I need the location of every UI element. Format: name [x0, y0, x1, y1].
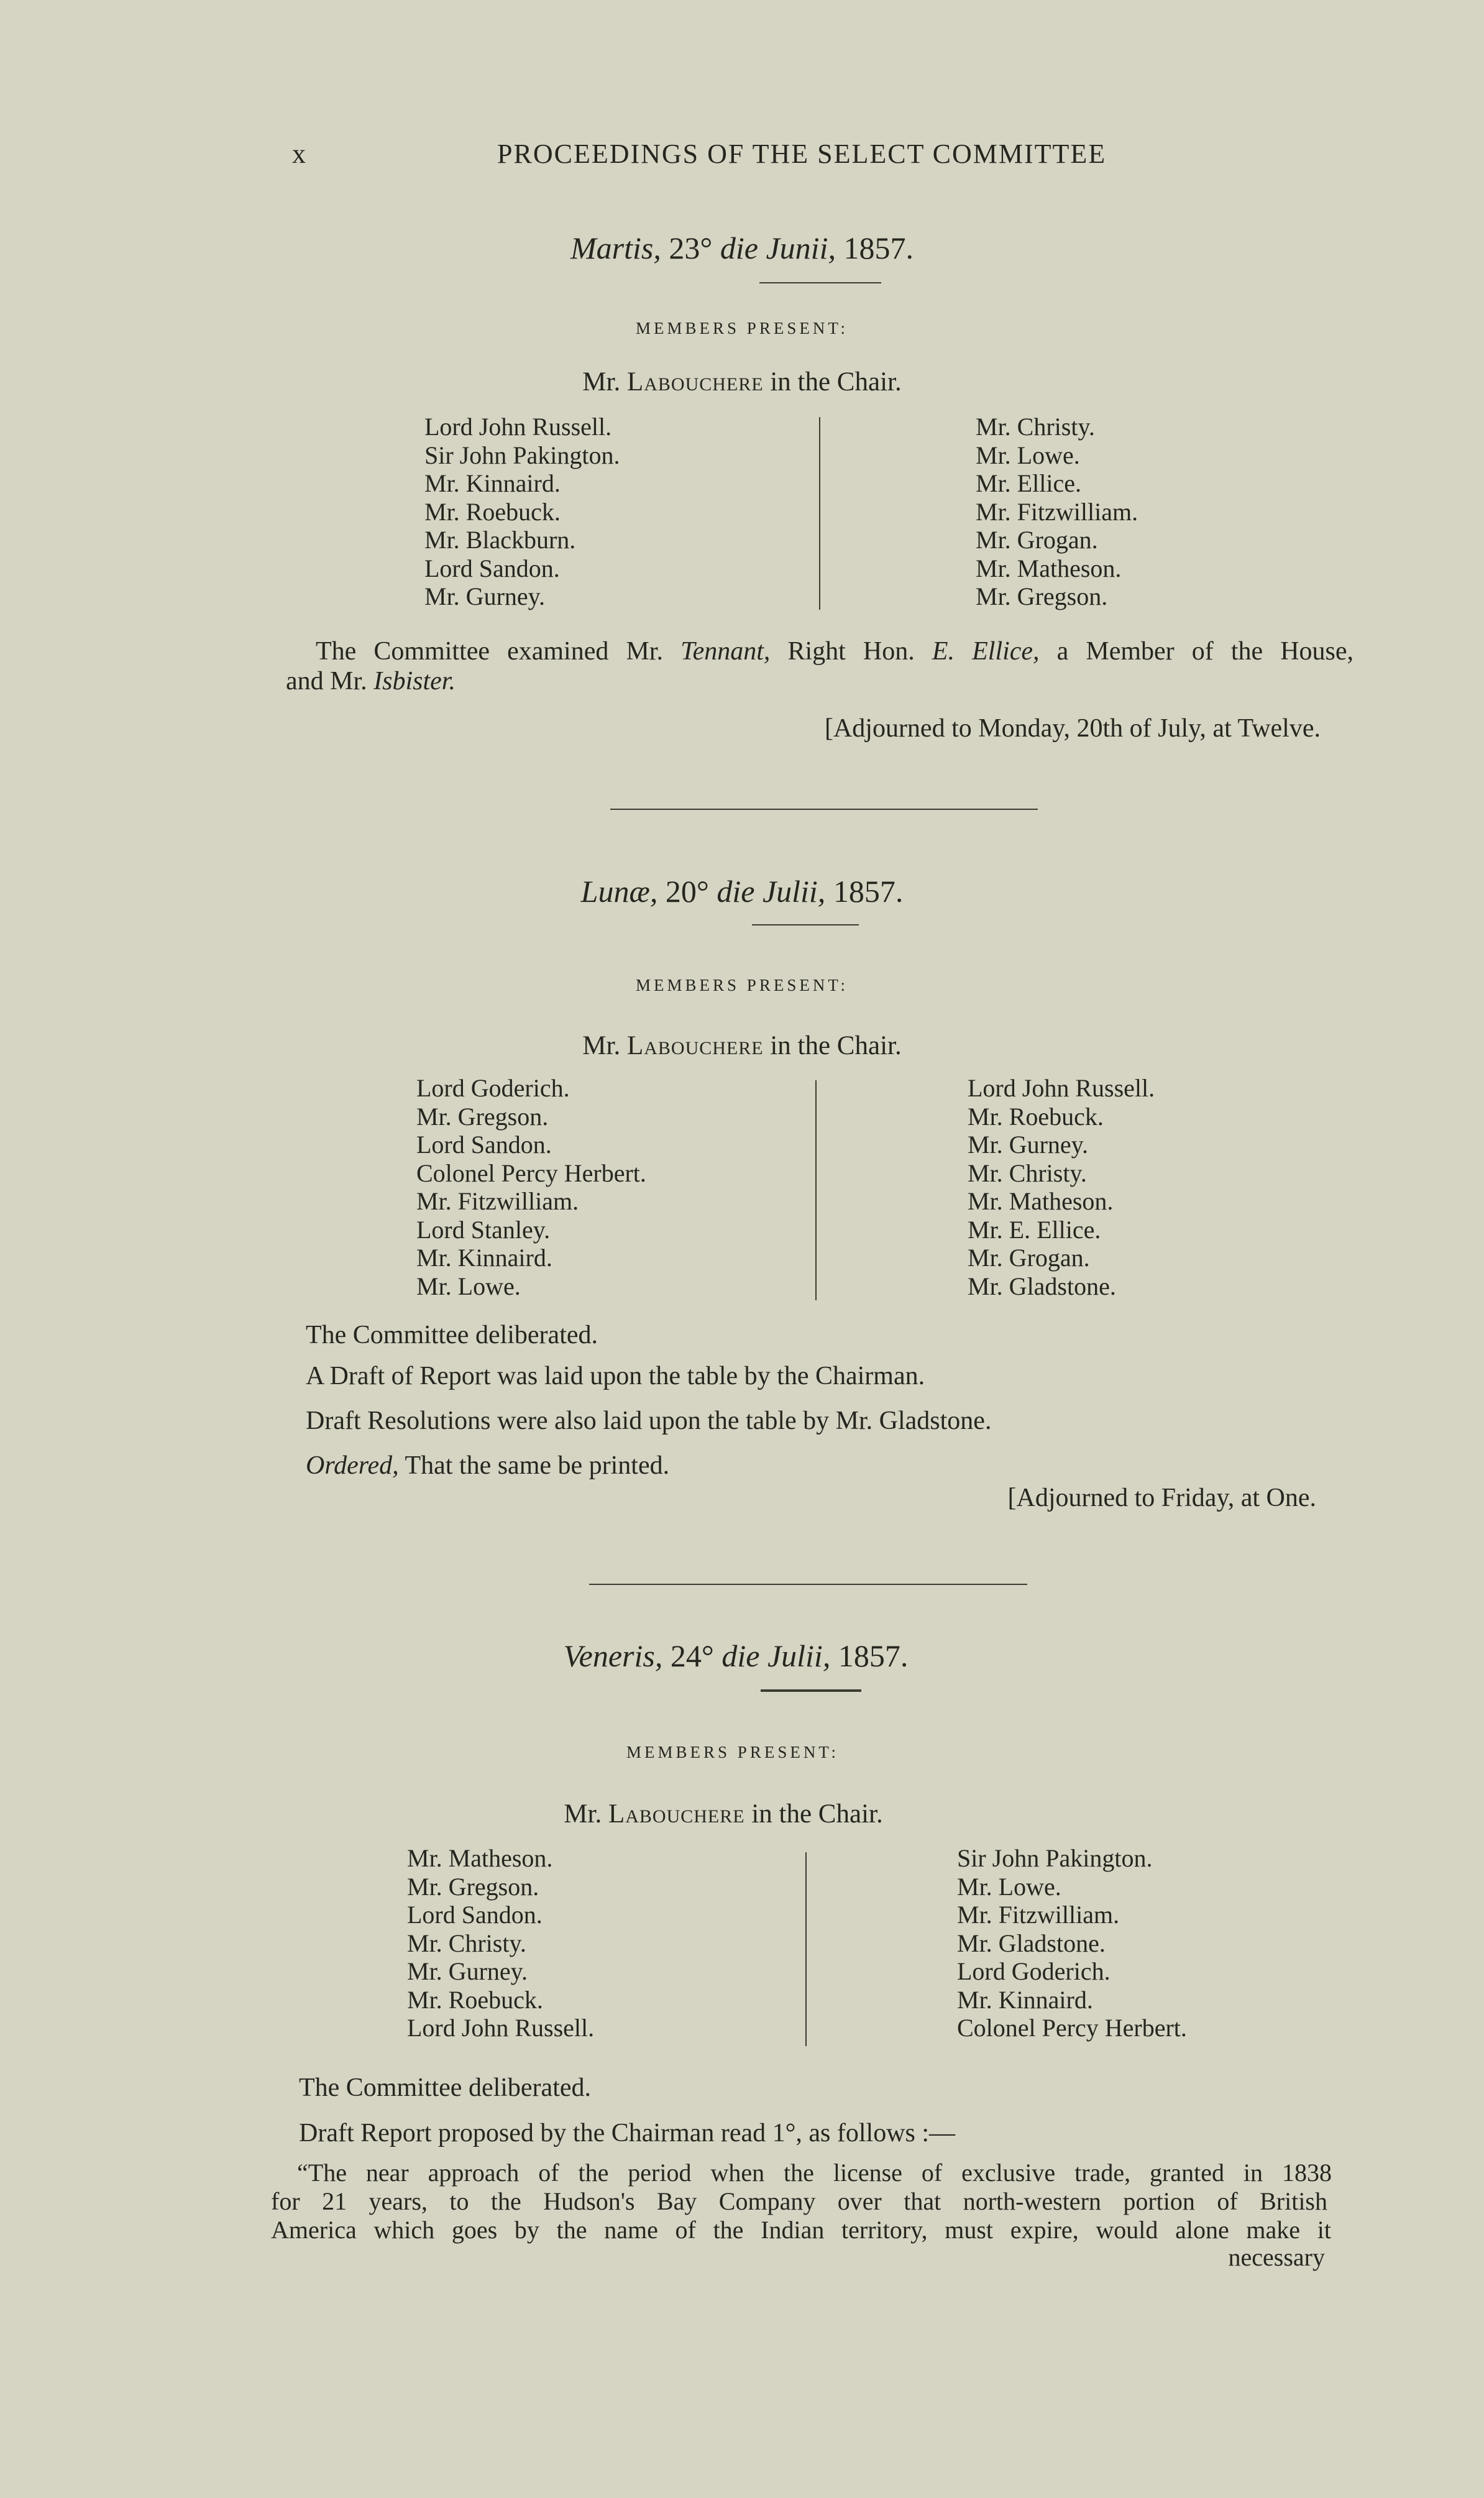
short-rule — [761, 1689, 861, 1692]
member-name: Mr. Lowe. — [416, 1272, 521, 1300]
chair-line — [0, 1799, 1465, 1829]
date-day: Veneris, — [563, 1638, 663, 1673]
date-day: Lunæ, — [580, 874, 658, 909]
member-name: Sir John Pakington. — [957, 1844, 1153, 1872]
members-right-column — [968, 1074, 1155, 1300]
members-right-column — [976, 413, 1138, 611]
catchword: necessary — [1228, 2243, 1325, 2271]
chair-prefix: Mr. — [564, 1799, 602, 1829]
member-name: Lord Sandon. — [407, 1901, 543, 1929]
member-name: Mr. Fitzwilliam. — [957, 1901, 1120, 1929]
date-month: Julii, — [762, 874, 826, 909]
date-year: 1857. — [838, 1638, 909, 1673]
column-divider — [805, 1852, 807, 2046]
member-name: Mr. Gurney. — [424, 582, 546, 610]
member-name: Mr. Matheson. — [968, 1187, 1114, 1215]
date-number: 23° — [669, 231, 713, 265]
member-name: Mr. Blackburn. — [424, 526, 576, 554]
examination-paragraph-continued — [286, 666, 456, 696]
chair-name: Labouchere — [608, 1799, 745, 1829]
minute-line — [306, 1451, 669, 1481]
members-left-column — [416, 1074, 646, 1300]
date-month: Julii, — [767, 1638, 831, 1673]
date-year: 1857. — [843, 231, 914, 265]
chair-prefix: Mr. — [582, 367, 621, 397]
member-name: Lord John Russell. — [407, 2014, 595, 2042]
member-name: Mr. Christy. — [968, 1159, 1087, 1187]
member-name: Colonel Percy Herbert. — [957, 2014, 1187, 2042]
section-divider — [589, 1584, 1027, 1585]
running-title: PROCEEDINGS OF THE SELECT COMMITTEE — [497, 139, 1107, 169]
members-present-heading: MEMBERS PRESENT: — [626, 1743, 839, 1761]
chair-prefix: Mr. — [582, 1031, 621, 1060]
members-right-column — [957, 1844, 1187, 2042]
para-text: Right Hon. — [787, 637, 915, 666]
member-name: Mr. Kinnaird. — [424, 469, 561, 497]
member-name: Lord Goderich. — [957, 1957, 1111, 1985]
member-name: Mr. Grogan. — [968, 1244, 1090, 1272]
report-text-line: America which goes by the name of the Indian territory, must expire, would alone make it — [271, 2216, 1331, 2244]
date-month: Junii, — [766, 231, 836, 265]
member-name: Mr. Roebuck. — [424, 497, 561, 526]
member-name: Mr. Gregson. — [976, 582, 1108, 610]
para-text: The Committee examined Mr. — [316, 637, 663, 666]
meeting-2-date — [0, 873, 1484, 909]
minute-line: Draft Resolutions were also laid upon the table by Mr. Gladstone. — [306, 1407, 992, 1435]
member-name: Mr. Kinnaird. — [416, 1244, 552, 1272]
member-name: Mr. Gurney. — [407, 1957, 528, 1985]
report-text-line: for 21 years, to the Hudson's Bay Company over that north-western portion of British — [271, 2187, 1327, 2215]
chair-line — [0, 1031, 1484, 1061]
para-text: a Member of the House, — [1056, 637, 1354, 666]
ordered-text: That the same be printed. — [405, 1451, 670, 1480]
para-text: and Mr. — [286, 667, 367, 696]
meeting-1-date — [0, 230, 1484, 266]
short-rule — [752, 924, 859, 925]
member-name: Mr. Gladstone. — [957, 1929, 1106, 1957]
member-name: Mr. Lowe. — [957, 1872, 1061, 1901]
member-name: Mr. Roebuck. — [407, 1985, 543, 2014]
member-name: Lord Stanley. — [416, 1215, 551, 1244]
member-name: Lord John Russell. — [424, 413, 612, 441]
minute-line: A Draft of Report was laid upon the table by the Chairman. — [306, 1362, 925, 1390]
date-die: die — [720, 231, 758, 265]
adjournment-note: [Adjourned to Monday, 20th of July, at Twelve. — [824, 714, 1321, 743]
members-present-heading: MEMBERS PRESENT: — [636, 976, 848, 994]
page-number: x — [292, 139, 306, 169]
chair-suffix: in the Chair. — [770, 367, 902, 397]
section-divider — [610, 809, 1038, 810]
chair-suffix: in the Chair. — [770, 1031, 902, 1060]
column-divider — [815, 1080, 817, 1300]
date-year: 1857. — [833, 874, 904, 909]
members-present-heading: MEMBERS PRESENT: — [636, 319, 848, 338]
short-rule — [759, 282, 881, 283]
member-name: Lord John Russell. — [968, 1074, 1155, 1102]
member-name: Mr. Gladstone. — [968, 1272, 1116, 1300]
member-name: Mr. Christy. — [976, 413, 1095, 441]
minute-line: Draft Report proposed by the Chairman read 1°, as follows :— — [299, 2119, 956, 2147]
date-number: 20° — [665, 874, 709, 909]
chair-name: Labouchere — [626, 367, 764, 397]
member-name: Mr. Roebuck. — [968, 1102, 1104, 1131]
members-left-column — [424, 413, 620, 611]
member-name: Mr. Matheson. — [407, 1844, 553, 1872]
date-day: Martis, — [570, 231, 661, 265]
member-name: Mr. Lowe. — [976, 441, 1080, 469]
member-name: Lord Sandon. — [416, 1131, 552, 1159]
meeting-3-date — [0, 1638, 1478, 1674]
members-left-column — [407, 1844, 594, 2042]
member-name: Mr. Grogan. — [976, 526, 1098, 554]
member-name: Mr. E. Ellice. — [968, 1215, 1101, 1244]
member-name: Mr. Ellice. — [976, 469, 1081, 497]
witness-name: Tennant, — [680, 637, 771, 666]
date-die: die — [717, 874, 755, 909]
chair-line — [0, 367, 1484, 397]
witness-name: E. Ellice, — [932, 637, 1040, 666]
adjournment-note: [Adjourned to Friday, at One. — [1007, 1484, 1316, 1512]
examination-paragraph — [316, 636, 1353, 666]
member-name: Lord Goderich. — [416, 1074, 570, 1102]
column-divider — [819, 417, 820, 610]
member-name: Mr. Kinnaird. — [957, 1985, 1093, 2014]
member-name: Mr. Fitzwilliam. — [976, 497, 1138, 526]
ordered-label: Ordered, — [306, 1451, 399, 1480]
member-name: Mr. Christy. — [407, 1929, 526, 1957]
chair-name: Labouchere — [626, 1031, 764, 1060]
member-name: Mr. Gregson. — [416, 1102, 549, 1131]
minute-line: The Committee deliberated. — [299, 2073, 591, 2102]
member-name: Colonel Percy Herbert. — [416, 1159, 646, 1187]
chair-suffix: in the Chair. — [751, 1799, 883, 1829]
date-die: die — [721, 1638, 760, 1673]
member-name: Mr. Gregson. — [407, 1872, 539, 1901]
member-name: Mr. Matheson. — [976, 554, 1122, 582]
witness-name: Isbister. — [373, 667, 456, 696]
member-name: Mr. Fitzwilliam. — [416, 1187, 579, 1215]
date-number: 24° — [670, 1638, 714, 1673]
member-name: Mr. Gurney. — [968, 1131, 1089, 1159]
report-text-line: “The near approach of the period when the license of exclusive trade, granted in 1838 — [297, 2159, 1332, 2187]
minute-line: The Committee deliberated. — [306, 1321, 598, 1349]
member-name: Sir John Pakington. — [424, 441, 620, 469]
member-name: Lord Sandon. — [424, 554, 560, 582]
